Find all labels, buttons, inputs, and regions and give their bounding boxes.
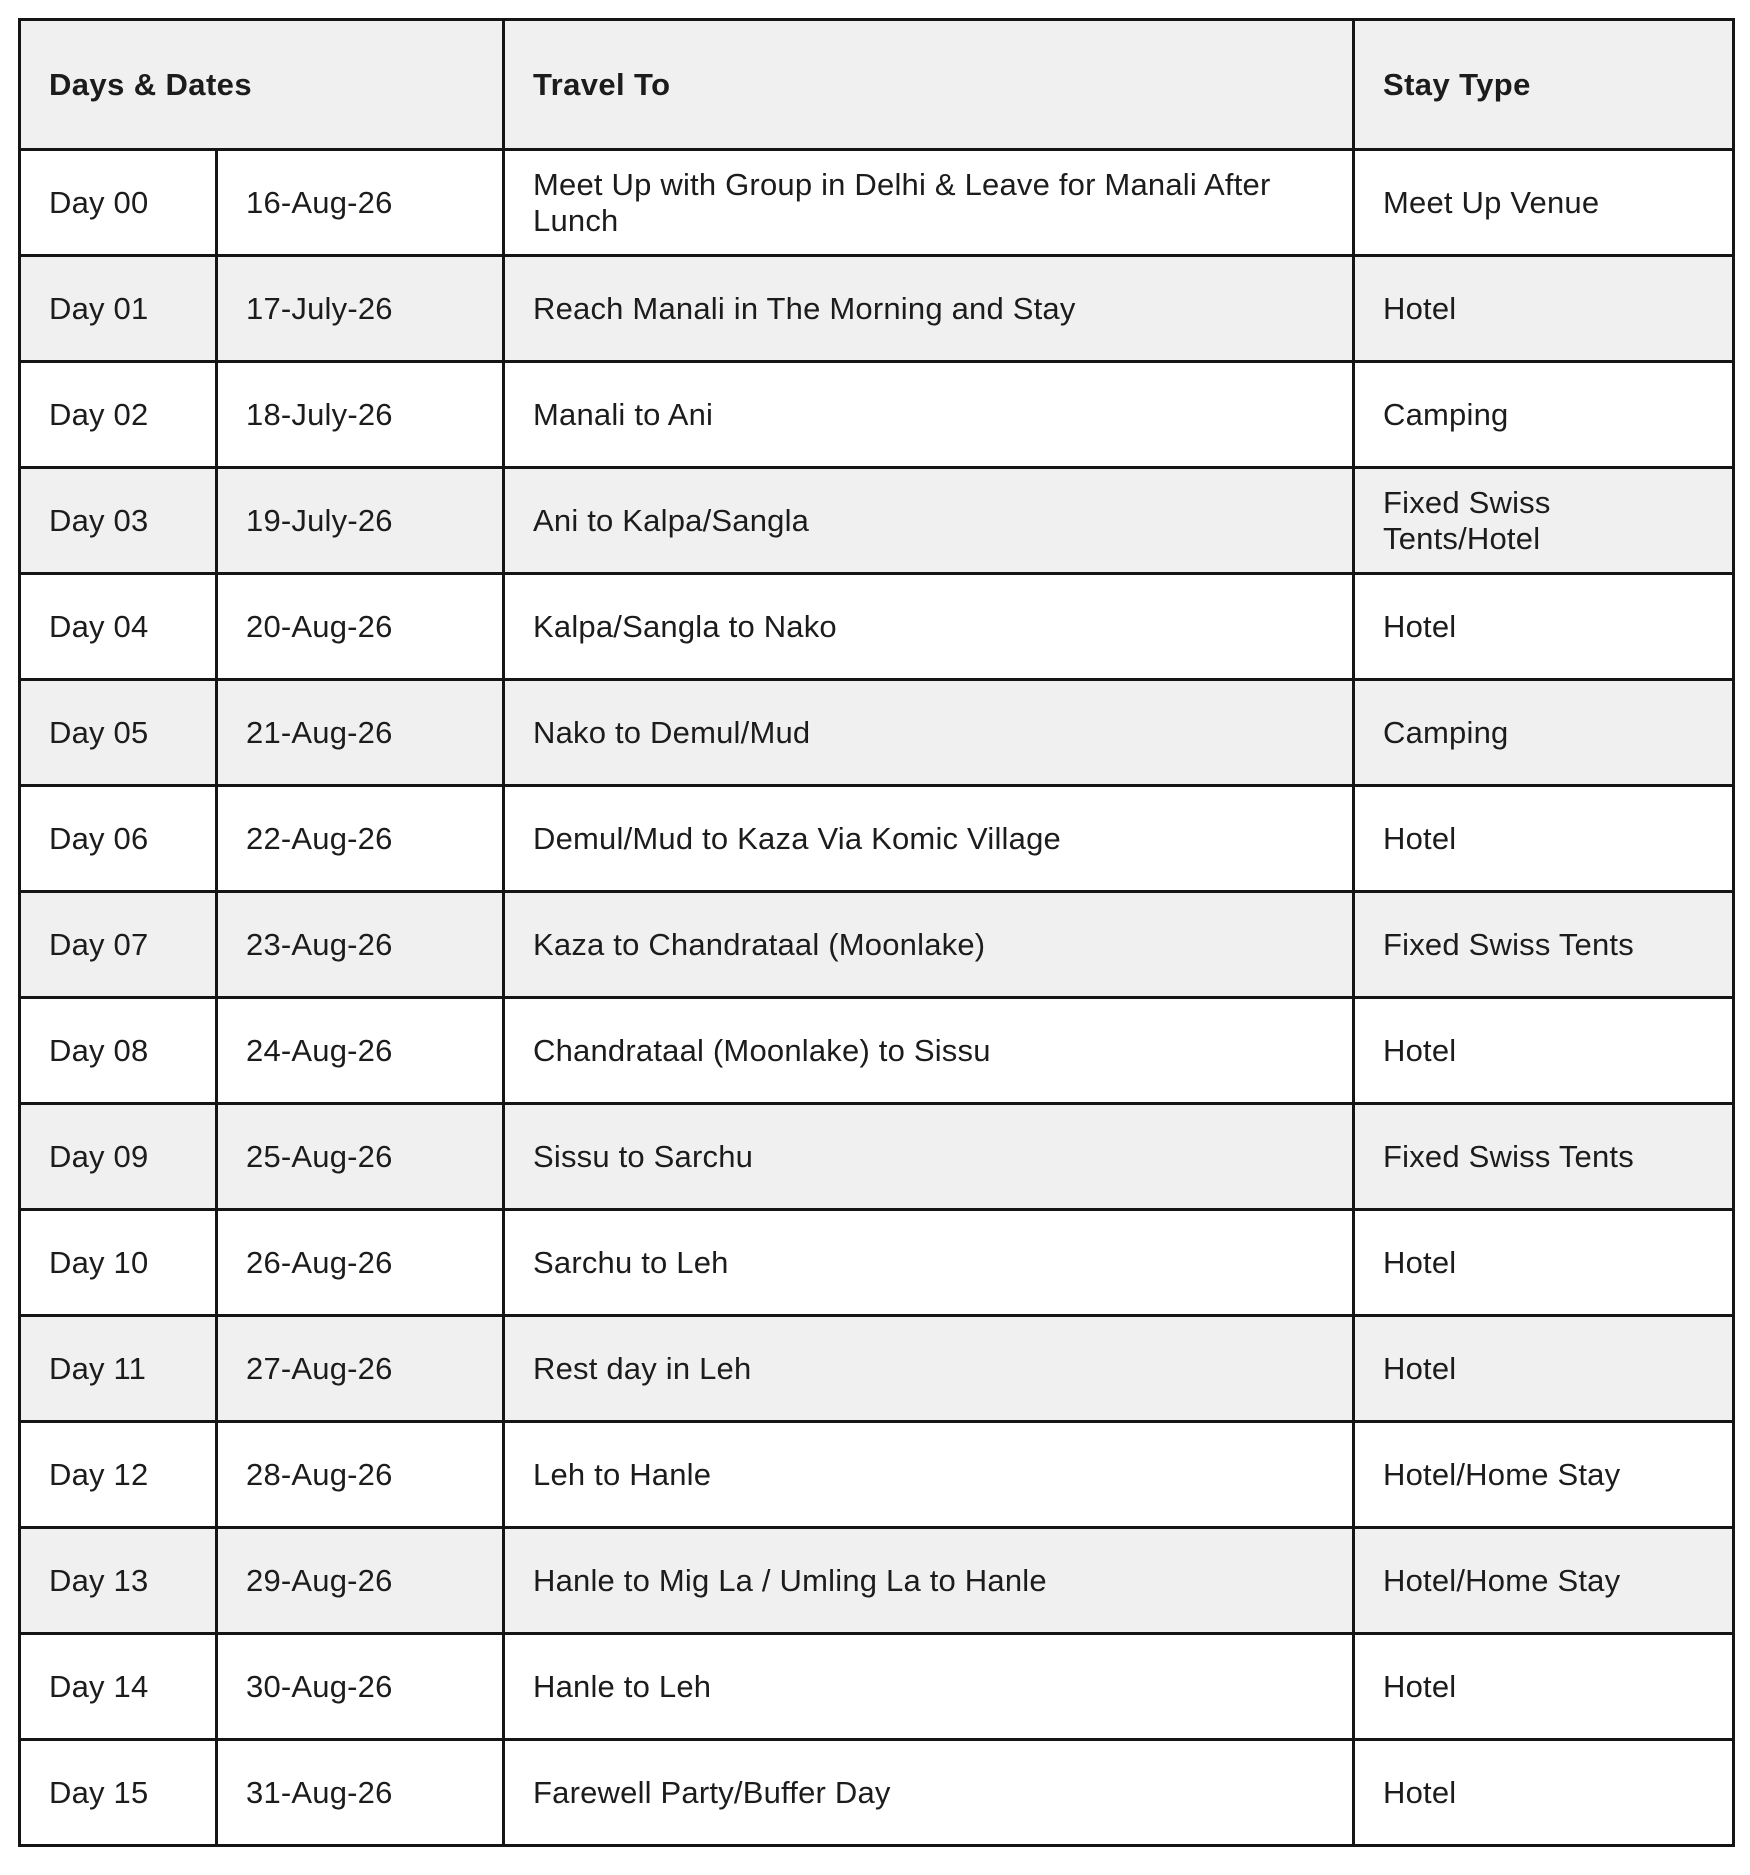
date-cell: 28-Aug-26 — [217, 1422, 504, 1528]
table-header — [20, 20, 1734, 150]
table-row — [20, 1422, 1734, 1528]
stay-cell: Hotel — [1354, 1210, 1734, 1316]
date-cell: 22-Aug-26 — [217, 786, 504, 892]
day-cell: Day 14 — [20, 1634, 217, 1740]
travel-cell: Ani to Kalpa/Sangla — [504, 468, 1354, 574]
table-row — [20, 786, 1734, 892]
date-cell: 21-Aug-26 — [217, 680, 504, 786]
date-cell: 18-July-26 — [217, 362, 504, 468]
table-row — [20, 574, 1734, 680]
table-row — [20, 1316, 1734, 1422]
table-row — [20, 680, 1734, 786]
travel-cell: Hanle to Leh — [504, 1634, 1354, 1740]
table-row — [20, 362, 1734, 468]
stay-cell: Hotel/Home Stay — [1354, 1528, 1734, 1634]
stay-cell: Fixed Swiss Tents/Hotel — [1354, 468, 1734, 574]
table-row — [20, 1104, 1734, 1210]
date-cell: 26-Aug-26 — [217, 1210, 504, 1316]
date-cell: 20-Aug-26 — [217, 574, 504, 680]
day-cell: Day 06 — [20, 786, 217, 892]
stay-cell: Hotel — [1354, 256, 1734, 362]
day-cell: Day 07 — [20, 892, 217, 998]
date-cell: 29-Aug-26 — [217, 1528, 504, 1634]
date-cell: 17-July-26 — [217, 256, 504, 362]
day-cell: Day 04 — [20, 574, 217, 680]
travel-cell: Demul/Mud to Kaza Via Komic Village — [504, 786, 1354, 892]
travel-cell: Rest day in Leh — [504, 1316, 1354, 1422]
date-cell: 31-Aug-26 — [217, 1740, 504, 1846]
stay-cell: Hotel — [1354, 574, 1734, 680]
travel-cell: Sissu to Sarchu — [504, 1104, 1354, 1210]
day-cell: Day 01 — [20, 256, 217, 362]
header-travel-to: Travel To — [504, 20, 1354, 150]
travel-cell: Kaza to Chandrataal (Moonlake) — [504, 892, 1354, 998]
travel-cell: Kalpa/Sangla to Nako — [504, 574, 1354, 680]
stay-cell: Meet Up Venue — [1354, 150, 1734, 256]
travel-cell: Chandrataal (Moonlake) to Sissu — [504, 998, 1354, 1104]
day-cell: Day 13 — [20, 1528, 217, 1634]
travel-cell: Nako to Demul/Mud — [504, 680, 1354, 786]
day-cell: Day 00 — [20, 150, 217, 256]
stay-cell: Hotel/Home Stay — [1354, 1422, 1734, 1528]
itinerary-table — [18, 18, 1735, 1847]
table-row — [20, 1210, 1734, 1316]
table-row — [20, 998, 1734, 1104]
travel-cell: Manali to Ani — [504, 362, 1354, 468]
table-row — [20, 892, 1734, 998]
travel-cell: Hanle to Mig La / Umling La to Hanle — [504, 1528, 1354, 1634]
stay-cell: Hotel — [1354, 1634, 1734, 1740]
date-cell: 16-Aug-26 — [217, 150, 504, 256]
stay-cell: Fixed Swiss Tents — [1354, 892, 1734, 998]
table-row — [20, 1528, 1734, 1634]
table-body — [20, 150, 1734, 1846]
day-cell: Day 02 — [20, 362, 217, 468]
header-stay-type: Stay Type — [1354, 20, 1734, 150]
travel-cell: Reach Manali in The Morning and Stay — [504, 256, 1354, 362]
travel-cell: Leh to Hanle — [504, 1422, 1354, 1528]
table-row — [20, 150, 1734, 256]
stay-cell: Hotel — [1354, 998, 1734, 1104]
day-cell: Day 11 — [20, 1316, 217, 1422]
stay-cell: Hotel — [1354, 1316, 1734, 1422]
date-cell: 23-Aug-26 — [217, 892, 504, 998]
stay-cell: Hotel — [1354, 786, 1734, 892]
date-cell: 19-July-26 — [217, 468, 504, 574]
day-cell: Day 03 — [20, 468, 217, 574]
header-days-dates: Days & Dates — [20, 20, 504, 150]
header-row — [20, 20, 1734, 150]
day-cell: Day 08 — [20, 998, 217, 1104]
stay-cell: Hotel — [1354, 1740, 1734, 1846]
date-cell: 25-Aug-26 — [217, 1104, 504, 1210]
date-cell: 24-Aug-26 — [217, 998, 504, 1104]
date-cell: 27-Aug-26 — [217, 1316, 504, 1422]
table-row — [20, 468, 1734, 574]
travel-cell: Farewell Party/Buffer Day — [504, 1740, 1354, 1846]
stay-cell: Camping — [1354, 362, 1734, 468]
day-cell: Day 10 — [20, 1210, 217, 1316]
stay-cell: Fixed Swiss Tents — [1354, 1104, 1734, 1210]
table-row — [20, 1634, 1734, 1740]
day-cell: Day 15 — [20, 1740, 217, 1846]
stay-cell: Camping — [1354, 680, 1734, 786]
day-cell: Day 12 — [20, 1422, 217, 1528]
date-cell: 30-Aug-26 — [217, 1634, 504, 1740]
travel-cell: Meet Up with Group in Delhi & Leave for Manali After Lunch — [504, 150, 1354, 256]
travel-cell: Sarchu to Leh — [504, 1210, 1354, 1316]
table-row — [20, 1740, 1734, 1846]
day-cell: Day 05 — [20, 680, 217, 786]
table-row — [20, 256, 1734, 362]
day-cell: Day 09 — [20, 1104, 217, 1210]
